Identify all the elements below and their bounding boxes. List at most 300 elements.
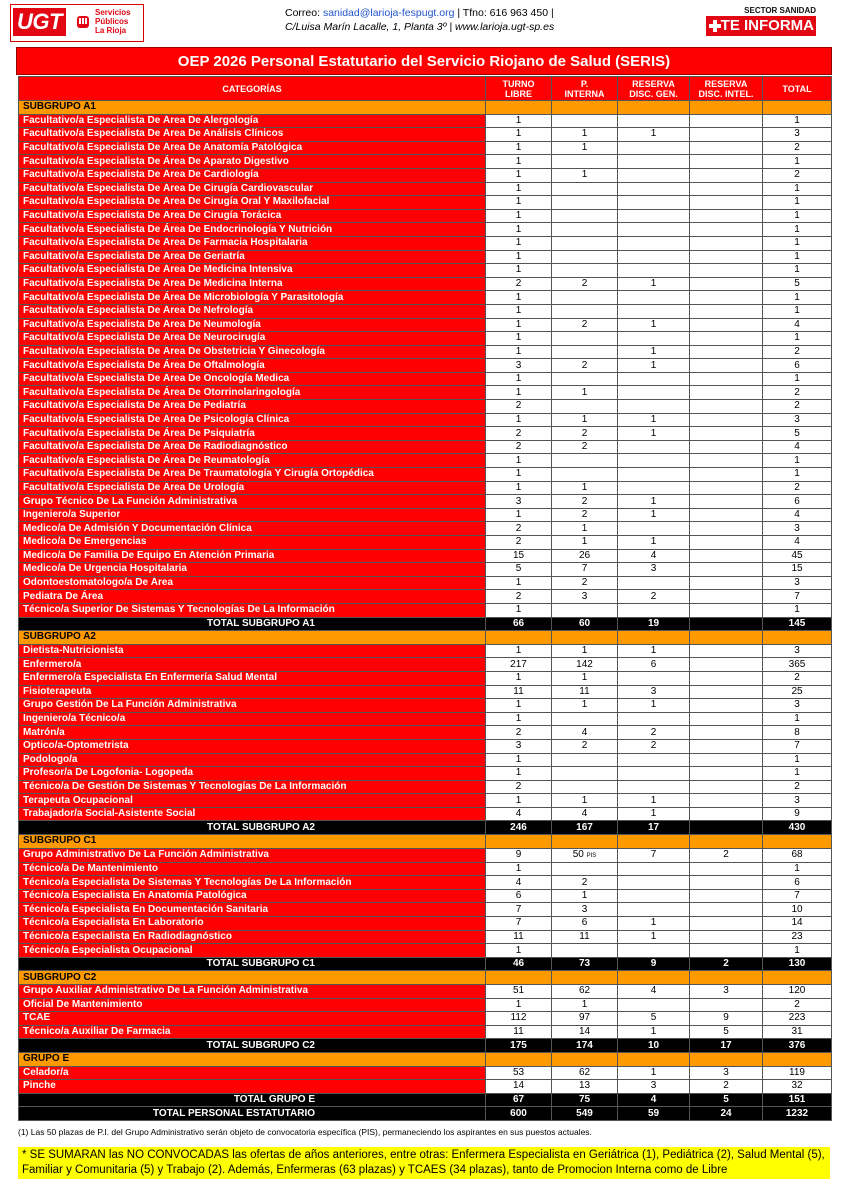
subtotal-row [19,1093,832,1107]
table-row [19,168,832,182]
value-cell: 1 [763,209,832,223]
table-row [19,332,832,346]
category-cell: Dietista-Nutricionista [19,644,486,658]
value-cell [552,372,618,386]
value-cell [618,223,690,237]
category-cell: Grupo Administrativo De La Función Administrativa [19,848,486,862]
value-cell: 5 [690,1025,763,1039]
group-name: SUBGRUPO C1 [19,835,486,849]
value-cell: 2 [763,481,832,495]
value-cell: 1 [486,318,552,332]
value-cell: 2 [486,536,552,550]
value-cell [690,998,763,1012]
value-cell: 2 [618,590,690,604]
category-cell: Medico/a De Familia De Equipo En Atención Primaria [19,549,486,563]
table-row [19,671,832,685]
category-cell: Odontoestomatologo/a De Área [19,576,486,590]
value-cell: 62 [552,985,618,999]
value-cell: 68 [763,848,832,862]
value-cell: 25 [763,685,832,699]
col-header-reserva-disc-gen [618,77,690,101]
value-cell [618,332,690,346]
value-cell: 4 [486,876,552,890]
category-cell: Facultativo/a Especialista De Área De Medicina Intensiva [19,264,486,278]
value-cell [690,671,763,685]
value-cell [552,345,618,359]
value-cell: 6 [552,917,618,931]
group-header-empty-cell [690,971,763,985]
value-cell [618,522,690,536]
value-cell: 1 [486,454,552,468]
value-cell [552,114,618,128]
group-header-empty-cell [763,971,832,985]
value-cell: 2 [763,168,832,182]
table-row [19,549,832,563]
value-cell: 1 [763,223,832,237]
value-cell: 1 [486,386,552,400]
value-cell: 1 [486,196,552,210]
subtotal-row [19,821,832,835]
value-cell: 1 [763,304,832,318]
category-cell: Facultativo/a Especialista De Área De Cirugía Oral Y Maxilofacial [19,196,486,210]
value-cell: 32 [763,1080,832,1094]
table-row [19,658,832,672]
oep-table [18,76,832,1121]
value-cell: 3 [690,1066,763,1080]
category-cell: Ingeniero/a Técnico/a [19,712,486,726]
col-header-line: P. [580,78,589,89]
value-cell: 13 [552,1080,618,1094]
value-cell: 2 [486,400,552,414]
value-cell: 9 [763,807,832,821]
value-cell: 2 [552,876,618,890]
value-cell: 7 [763,590,832,604]
value-cell: 5 [763,427,832,441]
value-cell: 1 [552,481,618,495]
value-cell: 2 [552,495,618,509]
value-cell: 2 [486,277,552,291]
value-cell: 1 [486,128,552,142]
value-cell: 26 [552,549,618,563]
value-cell [690,332,763,346]
subtotal-value: 17 [618,821,690,835]
category-cell: Facultativo/a Especialista De Área De Otorrinolaringología [19,386,486,400]
value-cell: 1 [552,386,618,400]
subtotal-label: TOTAL SUBGRUPO C2 [19,1039,486,1053]
value-cell: 2 [552,508,618,522]
subtotal-value: 66 [486,617,552,631]
category-cell: Técnico/a Superior De Sistemas Y Tecnologías De La Información [19,603,486,617]
group-name: GRUPO E [19,1052,486,1066]
value-cell: 2 [486,427,552,441]
group-header-empty-cell [763,631,832,645]
value-cell: 1 [763,291,832,305]
value-cell: 1 [618,699,690,713]
category-cell: Facultativo/a Especialista De Área De Psiquiatría [19,427,486,441]
group-header-empty-cell [552,631,618,645]
group-header-empty-cell [552,971,618,985]
category-cell: Facultativo/a Especialista De Área De Microbiología Y Parasitología [19,291,486,305]
subtotal-value: 73 [552,957,618,971]
value-cell [690,549,763,563]
value-cell [552,332,618,346]
value-cell [690,291,763,305]
table-row [19,223,832,237]
table-row [19,155,832,169]
value-cell [690,440,763,454]
cross-icon [708,19,722,33]
value-cell: 2 [486,590,552,604]
value-cell: 1 [618,413,690,427]
group-header-empty-cell [763,1052,832,1066]
table-row [19,1066,832,1080]
page-header [0,0,848,44]
value-cell [690,155,763,169]
category-cell: Grupo Gestión De La Función Administrativa [19,699,486,713]
table-row [19,739,832,753]
value-cell [618,182,690,196]
value-cell: 1 [763,454,832,468]
value-with-note [573,849,597,860]
value-cell [690,468,763,482]
ugt-logo-subtitle [95,8,131,35]
value-cell [618,767,690,781]
table-header-row [19,77,832,101]
value-cell: 6 [763,495,832,509]
subtotal-row [19,957,832,971]
value-cell: 4 [763,536,832,550]
subtotal-value: 9 [618,957,690,971]
value-cell: 3 [486,495,552,509]
value-cell [618,141,690,155]
value-cell [690,563,763,577]
value-cell [690,481,763,495]
subtotal-value: 17 [690,1039,763,1053]
value-cell: 3 [618,563,690,577]
value-cell: 2 [763,141,832,155]
grand-total-label: TOTAL PERSONAL ESTATUTARIO [19,1107,486,1121]
value-cell: 7 [763,739,832,753]
category-cell: Facultativo/a Especialista De Área De Alergología [19,114,486,128]
value-cell [690,699,763,713]
value-cell: 2 [486,440,552,454]
group-name: SUBGRUPO A1 [19,101,486,115]
value-cell [690,685,763,699]
category-cell: Facultativo/a Especialista De Área De Urología [19,481,486,495]
value-cell: 2 [618,726,690,740]
value-cell: 1 [618,807,690,821]
value-cell: 1 [763,372,832,386]
table-row [19,848,832,862]
table-row [19,481,832,495]
value-cell: 11 [552,685,618,699]
sector-sanidad-badge [706,6,816,40]
value-cell: 365 [763,658,832,672]
table-row [19,1012,832,1026]
value-cell: 3 [763,576,832,590]
category-cell: Facultativo/a Especialista De Área De Cirugía Cardiovascular [19,182,486,196]
table-row [19,917,832,931]
table-row [19,495,832,509]
value-cell: 120 [763,985,832,999]
col-header-line: RESERVA [632,78,675,89]
table-row [19,236,832,250]
value-cell [690,807,763,821]
value-cell: 1 [486,794,552,808]
value-cell: 1 [486,998,552,1012]
value-cell: 1 [486,413,552,427]
value-cell: 1 [552,522,618,536]
value-cell [690,917,763,931]
group-header-empty-cell [618,835,690,849]
value-cell: 1 [618,128,690,142]
value-cell: 2 [486,726,552,740]
category-cell: Terapeuta Ocupacional [19,794,486,808]
value-cell: 217 [486,658,552,672]
value-cell [618,753,690,767]
value-cell: 14 [486,1080,552,1094]
value-cell: 8 [763,726,832,740]
subtotal-row [19,617,832,631]
table-body [19,101,832,1121]
value-cell: 97 [552,1012,618,1026]
value-cell [618,168,690,182]
subtotal-value: 167 [552,821,618,835]
subtotal-label: TOTAL SUBGRUPO C1 [19,957,486,971]
value-cell: 1 [552,671,618,685]
value-cell: 53 [486,1066,552,1080]
table-row [19,454,832,468]
value-cell: 5 [618,1012,690,1026]
value-cell: 1 [486,332,552,346]
value-cell [552,603,618,617]
value-cell: 1 [763,767,832,781]
value-cell: 3 [552,903,618,917]
value-cell [690,141,763,155]
table-row [19,318,832,332]
value-cell: 1 [618,508,690,522]
value-cell: 10 [763,903,832,917]
value-cell: 4 [763,318,832,332]
value-cell [618,250,690,264]
value-cell: 1 [763,332,832,346]
group-header-empty-cell [763,101,832,115]
subtotal-value: 4 [618,1093,690,1107]
group-name: SUBGRUPO A2 [19,631,486,645]
category-cell: Facultativo/a Especialista De Área De Aparato Digestivo [19,155,486,169]
value-cell: 5 [486,563,552,577]
subtotal-label: TOTAL SUBGRUPO A1 [19,617,486,631]
grand-total-row [19,1107,832,1121]
group-header-empty-cell [486,971,552,985]
col-header-total: TOTAL [763,77,832,101]
value-cell: 11 [552,930,618,944]
value-cell: 1 [763,236,832,250]
contact-info [285,6,554,34]
value-cell [618,155,690,169]
category-cell: Medico/a De Emergencias [19,536,486,550]
value-cell: 1 [486,345,552,359]
col-header-line: DISC. GEN. [629,88,678,99]
table-row [19,780,832,794]
value-cell [690,128,763,142]
value-cell: 2 [552,576,618,590]
value-cell [552,182,618,196]
table-row [19,196,832,210]
value-cell [552,944,618,958]
value-cell: 3 [618,1080,690,1094]
value-cell: 4 [552,726,618,740]
value-cell: 5 [763,277,832,291]
category-cell: Facultativo/a Especialista De Área De Neumología [19,318,486,332]
value-cell: 3 [486,359,552,373]
value-cell: 142 [552,658,618,672]
value-cell [690,196,763,210]
value-cell: 11 [486,930,552,944]
value-cell [552,454,618,468]
value-cell: 1 [763,196,832,210]
value-cell [690,522,763,536]
group-header-empty-cell [690,1052,763,1066]
value-cell: 4 [618,985,690,999]
category-cell: Facultativo/a Especialista De Área De Radiodiagnóstico [19,440,486,454]
value-cell: 11 [486,1025,552,1039]
subtotal-value [690,617,763,631]
value-cell: 1 [552,699,618,713]
value-cell: 6 [486,889,552,903]
value-cell [690,209,763,223]
table-row [19,1025,832,1039]
col-header-reserva-disc-intel [690,77,763,101]
table-row [19,359,832,373]
group-header-row [19,631,832,645]
col-header-categorias: CATEGORÍAS [19,77,486,101]
category-cell: Facultativo/a Especialista De Área De Endocrinología Y Nutrición [19,223,486,237]
contact-email-link[interactable]: sanidad@larioja-fespugt.org [322,7,455,19]
value-cell: 3 [690,985,763,999]
subtotal-value: 19 [618,617,690,631]
table-row [19,644,832,658]
subtotal-value: 2 [690,957,763,971]
value-cell: 6 [618,658,690,672]
highlight-note: * SE SUMARAN las NO CONVOCADAS las ofertas de años anteriores, entre otras: Enfermera Especialista en Geriátrica (1), Pediátrica (2), Salud Mental (5), Familiar y Comunitaria (5) y Trabajo (2). Además, Enfermeras (63 plazas) y TCAES (34 plazas), tanto de Promocion Interna como de Libre [18,1147,830,1179]
subtotal-value: 175 [486,1039,552,1053]
table-row [19,807,832,821]
value-cell: 7 [618,848,690,862]
subtotal-value: 246 [486,821,552,835]
table-row [19,250,832,264]
value-cell: 1 [618,345,690,359]
value-cell: 2 [618,739,690,753]
table-row [19,141,832,155]
value-cell: 4 [486,807,552,821]
value-cell: 1 [618,359,690,373]
value-cell: 14 [552,1025,618,1039]
ugt-logo-text: UGT [13,8,66,36]
table-row [19,427,832,441]
value-cell [618,372,690,386]
value-cell: 2 [552,277,618,291]
value-cell [552,223,618,237]
value-cell: 1 [552,998,618,1012]
value-cell [618,291,690,305]
subtotal-label: TOTAL SUBGRUPO A2 [19,821,486,835]
value-cell: 1 [618,536,690,550]
value-cell: 1 [552,536,618,550]
value-cell [618,876,690,890]
group-header-empty-cell [618,971,690,985]
value-cell [618,440,690,454]
value-cell: 1 [618,917,690,931]
value-cell [552,780,618,794]
value-cell: 3 [552,590,618,604]
category-cell: Facultativo/a Especialista De Área De Pediatría [19,400,486,414]
value-cell [552,196,618,210]
value-cell: 15 [486,549,552,563]
table-row [19,699,832,713]
value-cell: 7 [552,563,618,577]
value-cell [618,468,690,482]
table-row [19,998,832,1012]
category-cell: Profesor/a De Logofonia- Logopeda [19,767,486,781]
value-cell: 1 [552,889,618,903]
value-cell [690,862,763,876]
group-header-empty-cell [690,631,763,645]
value-cell [690,386,763,400]
ugt-sub-line: Públicos [95,17,129,26]
value-cell [690,413,763,427]
value-cell [552,468,618,482]
category-cell: Técnico/a Especialista En Documentación Sanitaria [19,903,486,917]
value-cell: 1 [618,495,690,509]
value-cell: 1 [486,291,552,305]
value-text: 50 [572,848,584,860]
category-cell: Grupo Técnico De La Función Administrativa [19,495,486,509]
category-cell: Podologo/a [19,753,486,767]
value-cell [552,304,618,318]
value-cell: 2 [763,345,832,359]
subtotal-value: 151 [763,1093,832,1107]
value-cell: 62 [552,1066,618,1080]
value-cell: 1 [486,699,552,713]
table-row [19,345,832,359]
value-cell: 1 [763,114,832,128]
grand-total-value: 549 [552,1107,618,1121]
value-cell: 6 [763,876,832,890]
value-cell [552,712,618,726]
value-cell: 1 [618,1025,690,1039]
grand-total-value: 600 [486,1107,552,1121]
category-cell: Pediatra De Área [19,590,486,604]
value-cell: 1 [486,944,552,958]
group-header-empty-cell [486,1052,552,1066]
value-cell [690,903,763,917]
value-cell: 1 [486,644,552,658]
table-row [19,508,832,522]
category-cell: Facultativo/a Especialista De Área De Medicina Interna [19,277,486,291]
category-cell: Técnico/a Especialista En Anatomía Patológica [19,889,486,903]
fist-icon [75,13,91,31]
category-cell: Facultativo/a Especialista De Área De Oncología Medica [19,372,486,386]
value-cell [690,304,763,318]
value-cell: 1 [618,427,690,441]
col-header-p-interna [552,77,618,101]
category-cell: Técnico/a Especialista De Sistemas Y Tecnologías De La Información [19,876,486,890]
category-cell: Facultativo/a Especialista De Área De Traumatología Y Cirugía Ortopédica [19,468,486,482]
value-cell [552,264,618,278]
category-cell: Técnico/a De Mantenimiento [19,862,486,876]
ugt-logo [10,4,144,42]
